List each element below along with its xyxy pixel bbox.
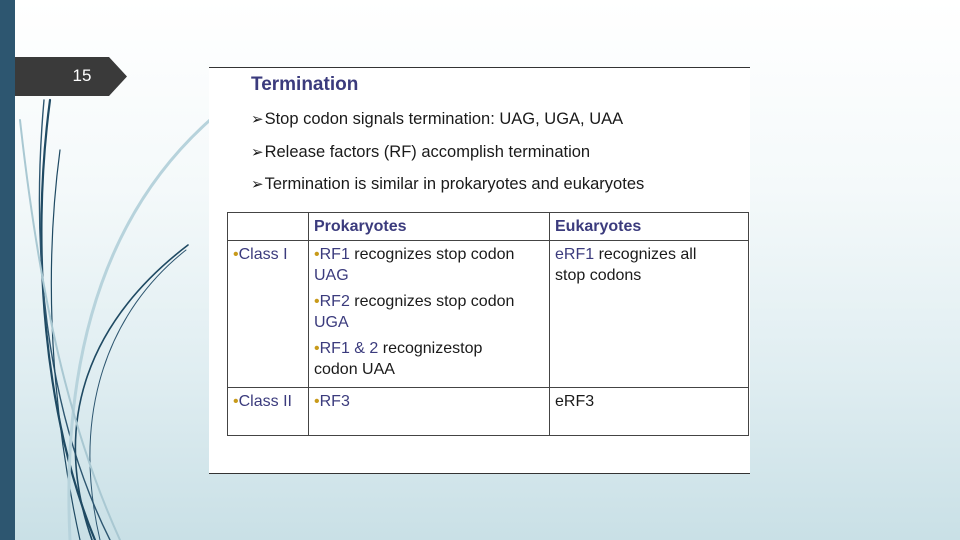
release-factor-table bbox=[227, 212, 749, 436]
bullet-dot-icon: • bbox=[233, 392, 239, 410]
bullet-dot-icon: • bbox=[314, 292, 320, 310]
bullet-dot-icon: • bbox=[314, 339, 320, 357]
eukaryotes-cell: eRF1 recognizes all stop codons bbox=[550, 240, 749, 387]
prokaryotes-cell bbox=[309, 240, 550, 387]
table-row bbox=[228, 387, 749, 435]
bullet-item: ➢Release factors (RF) accomplish termination bbox=[251, 142, 591, 161]
table-header-row bbox=[228, 213, 749, 241]
bullet-list bbox=[251, 109, 644, 207]
table-header-cell bbox=[228, 213, 309, 241]
prokaryotes-cell: •RF3 bbox=[309, 387, 550, 435]
bullet-item: ➢Termination is similar in prokaryotes and eukaryotes bbox=[251, 175, 645, 193]
arrow-bullet-icon: ➢ bbox=[251, 143, 264, 161]
cell-paragraph: •RF2 recognizes stop codon UGA bbox=[314, 292, 515, 331]
bullet-dot-icon: • bbox=[233, 245, 239, 263]
arrow-bullet-icon: ➢ bbox=[251, 176, 264, 193]
content-image bbox=[209, 67, 750, 474]
eukaryotes-cell: eRF3 bbox=[550, 387, 749, 435]
cell-paragraph: •RF1 & 2 recognizestop codon UAA bbox=[314, 339, 483, 378]
class-cell: •Class II bbox=[228, 387, 309, 435]
bullet-dot-icon: • bbox=[314, 392, 320, 410]
table-header-cell: Prokaryotes bbox=[309, 213, 550, 241]
bullet-item: ➢Stop codon signals termination: UAG, UGA, UAA bbox=[251, 110, 624, 128]
table-header-cell: Eukaryotes bbox=[550, 213, 749, 241]
table-row bbox=[228, 240, 749, 387]
arrow-bullet-icon: ➢ bbox=[251, 111, 264, 128]
slide-number: 15 bbox=[72, 66, 92, 85]
bullet-dot-icon: • bbox=[314, 245, 320, 263]
content-title: Termination bbox=[251, 74, 359, 95]
class-cell: •Class I bbox=[228, 240, 309, 387]
cell-paragraph: •RF1 recognizes stop codon UAG bbox=[314, 245, 515, 284]
